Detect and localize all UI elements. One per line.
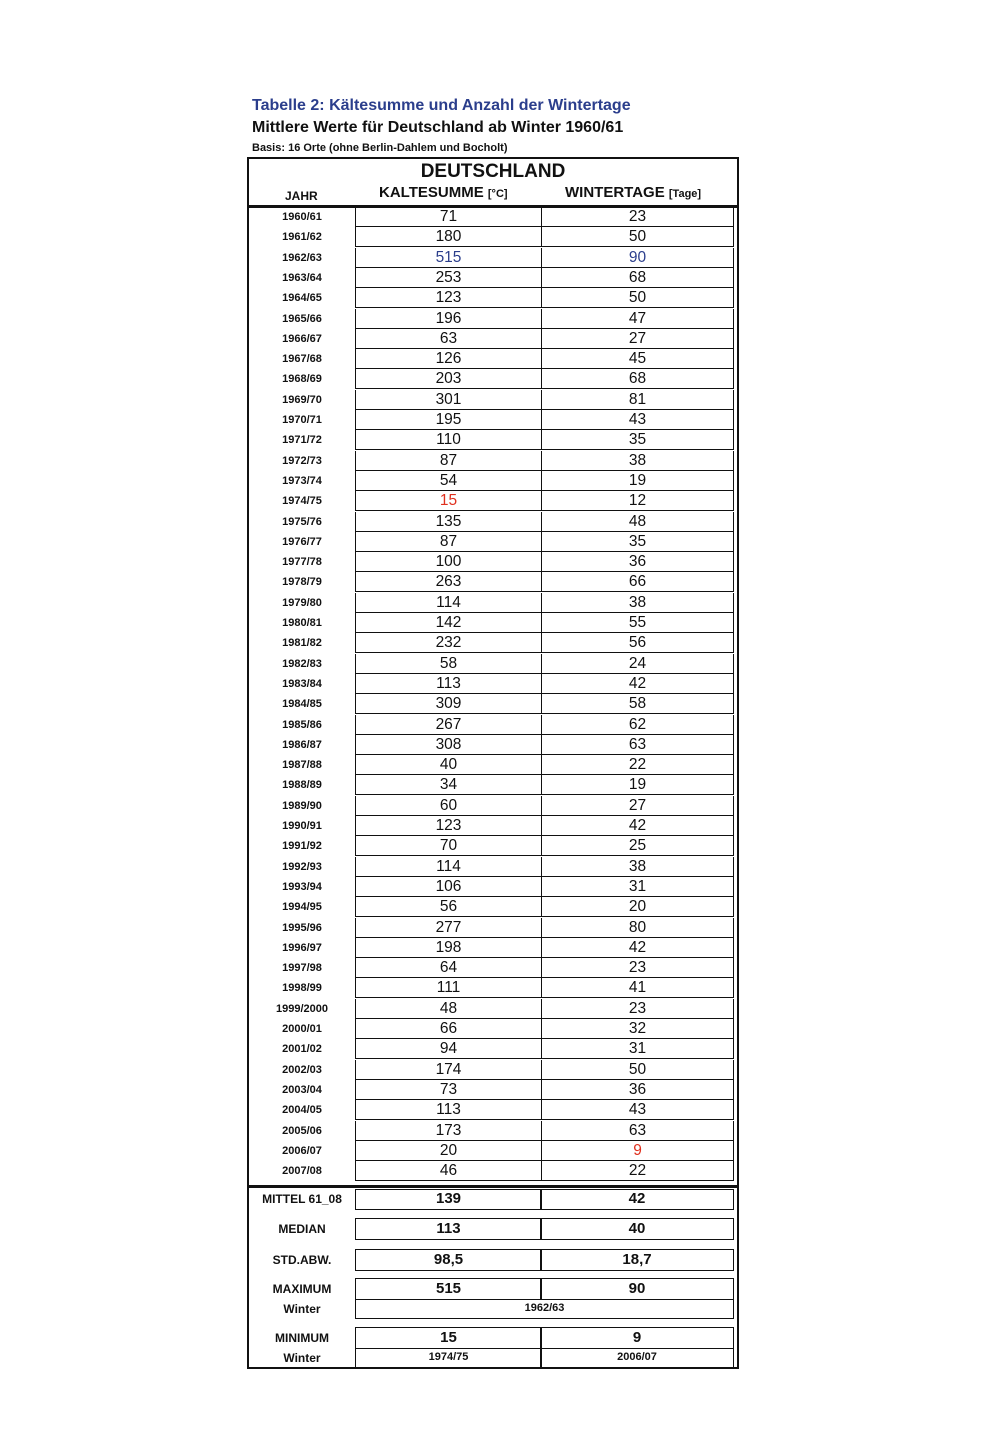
row-kaltesumme: 301 [355, 390, 542, 410]
stat-mittel-kalte: 139 [355, 1189, 542, 1210]
table-row [249, 309, 737, 329]
row-wintertage: 58 [542, 694, 734, 714]
stat-maximum-winter-year: 1962/63 [355, 1299, 734, 1319]
table-row [249, 410, 737, 430]
row-kaltesumme: 73 [355, 1080, 542, 1100]
stat-std-kalte: 98,5 [355, 1249, 542, 1271]
row-year: 1966/67 [282, 332, 322, 345]
table-row [249, 918, 737, 938]
row-year: 1971/72 [282, 434, 322, 447]
row-kaltesumme: 180 [355, 227, 542, 247]
row-wintertage: 43 [542, 1100, 734, 1120]
row-kaltesumme: 123 [355, 288, 542, 308]
row-kaltesumme: 114 [355, 857, 542, 877]
row-wintertage: 63 [542, 735, 734, 755]
table-row [249, 369, 737, 389]
stat-median-winter: 40 [540, 1218, 734, 1240]
row-wintertage: 35 [542, 532, 734, 552]
row-kaltesumme: 113 [355, 1100, 542, 1120]
row-year: 1981/82 [282, 637, 322, 650]
row-year: 1975/76 [282, 515, 322, 528]
row-kaltesumme: 195 [355, 410, 542, 430]
table-row [249, 836, 737, 856]
table-row [249, 633, 737, 653]
row-wintertage: 27 [542, 796, 734, 816]
row-year: 2004/05 [282, 1104, 322, 1117]
row-year: 1969/70 [282, 393, 322, 406]
row-kaltesumme: 277 [355, 918, 542, 938]
row-kaltesumme: 309 [355, 694, 542, 714]
row-wintertage: 23 [542, 999, 734, 1019]
row-year: 1974/75 [282, 495, 322, 508]
table-row [249, 491, 737, 511]
stat-label-maximum-winter: Winter [283, 1302, 321, 1316]
table-row [249, 938, 737, 958]
row-wintertage: 63 [542, 1121, 734, 1141]
row-year: 1991/92 [282, 840, 322, 853]
row-wintertage: 32 [542, 1019, 734, 1039]
table-row [249, 674, 737, 694]
row-wintertage: 12 [542, 491, 734, 511]
row-wintertage: 45 [542, 349, 734, 369]
stat-label-median: MEDIAN [278, 1222, 326, 1236]
row-year: 1986/87 [282, 738, 322, 751]
row-year: 1965/66 [282, 312, 322, 325]
row-year: 2001/02 [282, 1043, 322, 1056]
row-wintertage: 50 [542, 1060, 734, 1080]
row-wintertage: 50 [542, 288, 734, 308]
row-kaltesumme: 63 [355, 329, 542, 349]
row-kaltesumme: 173 [355, 1121, 542, 1141]
table-row [249, 775, 737, 795]
stat-label-std: STD.ABW. [272, 1253, 332, 1267]
table-row [249, 958, 737, 978]
row-year: 2000/01 [282, 1023, 322, 1035]
row-year: 1964/65 [282, 292, 322, 305]
stat-minimum-winter-year: 2006/07 [540, 1348, 734, 1368]
row-year: 1985/86 [282, 718, 322, 731]
row-year: 1977/78 [282, 556, 322, 569]
table-row [249, 471, 737, 491]
column-header-winter [565, 184, 701, 201]
row-wintertage: 62 [542, 715, 734, 735]
column-header-year: JAHR [285, 189, 318, 203]
row-kaltesumme: 263 [355, 572, 542, 592]
stat-median-kalte: 113 [355, 1218, 542, 1240]
row-wintertage: 90 [542, 248, 734, 268]
row-year: 1968/69 [282, 373, 322, 386]
row-wintertage: 80 [542, 918, 734, 938]
row-kaltesumme: 123 [355, 816, 542, 836]
row-wintertage: 42 [542, 674, 734, 694]
column-header-winter-unit: [Tage] [668, 188, 702, 200]
table-row [249, 390, 737, 410]
table-row [249, 694, 737, 714]
table-row [249, 857, 737, 877]
row-kaltesumme: 46 [355, 1161, 542, 1181]
row-year: 1963/64 [282, 271, 322, 284]
row-kaltesumme: 308 [355, 735, 542, 755]
row-wintertage: 31 [542, 877, 734, 897]
stat-maximum-winter: 90 [540, 1278, 734, 1300]
row-wintertage: 68 [542, 369, 734, 389]
row-kaltesumme: 203 [355, 369, 542, 389]
table-title: Tabelle 2: Kältesumme und Anzahl der Wintertage [252, 97, 631, 114]
row-kaltesumme: 15 [355, 491, 542, 511]
row-kaltesumme: 40 [355, 755, 542, 775]
table-row [249, 227, 737, 247]
row-wintertage: 47 [542, 309, 734, 329]
row-wintertage: 50 [542, 227, 734, 247]
row-kaltesumme: 232 [355, 633, 542, 653]
row-kaltesumme: 174 [355, 1060, 542, 1080]
row-year: 1973/74 [282, 474, 322, 487]
row-kaltesumme: 253 [355, 268, 542, 288]
table-row [249, 816, 737, 836]
row-year: 1996/97 [282, 941, 322, 954]
row-kaltesumme: 106 [355, 877, 542, 897]
table-row [249, 999, 737, 1019]
row-year: 1970/71 [282, 414, 322, 426]
table-row [249, 288, 737, 308]
row-wintertage: 24 [542, 654, 734, 674]
row-wintertage: 38 [542, 593, 734, 613]
row-kaltesumme: 54 [355, 471, 542, 491]
row-year: 1982/83 [282, 657, 322, 670]
row-wintertage: 35 [542, 430, 734, 450]
row-year: 1984/85 [282, 698, 322, 711]
row-year: 1967/68 [282, 353, 322, 366]
row-wintertage: 23 [542, 207, 734, 227]
row-wintertage: 38 [542, 451, 734, 471]
row-kaltesumme: 20 [355, 1141, 542, 1161]
row-kaltesumme: 58 [355, 654, 542, 674]
row-wintertage: 42 [542, 816, 734, 836]
table-row [249, 207, 737, 227]
stat-maximum-kalte: 515 [355, 1278, 542, 1300]
row-year: 1980/81 [282, 617, 322, 629]
table-row [249, 248, 737, 268]
stat-mittel-winter: 42 [540, 1189, 734, 1210]
row-wintertage: 22 [542, 1161, 734, 1181]
row-wintertage: 31 [542, 1039, 734, 1059]
row-kaltesumme: 70 [355, 836, 542, 856]
row-kaltesumme: 267 [355, 715, 542, 735]
row-kaltesumme: 56 [355, 897, 542, 917]
row-year: 1978/79 [282, 576, 322, 589]
row-wintertage: 81 [542, 390, 734, 410]
table-row [249, 268, 737, 288]
row-wintertage: 20 [542, 897, 734, 917]
row-kaltesumme: 94 [355, 1039, 542, 1059]
row-year: 2007/08 [282, 1165, 322, 1178]
table-row [249, 329, 737, 349]
row-kaltesumme: 111 [355, 978, 542, 998]
row-year: 1972/73 [282, 454, 322, 467]
table-row [249, 877, 737, 897]
row-kaltesumme: 100 [355, 552, 542, 572]
row-kaltesumme: 60 [355, 796, 542, 816]
row-wintertage: 19 [542, 775, 734, 795]
row-wintertage: 22 [542, 755, 734, 775]
row-year: 1999/2000 [276, 1002, 328, 1015]
column-header-kalte-label: KALTESUMME [379, 184, 484, 201]
row-year: 1976/77 [282, 535, 322, 548]
table-basis-note: Basis: 16 Orte (ohne Berlin-Dahlem und Bocholt) [252, 142, 508, 154]
row-kaltesumme: 66 [355, 1019, 542, 1039]
row-year: 1989/90 [282, 799, 322, 812]
row-kaltesumme: 114 [355, 593, 542, 613]
row-wintertage: 68 [542, 268, 734, 288]
data-table [247, 157, 739, 1369]
stat-label-minimum: MINIMUM [275, 1331, 329, 1345]
row-wintertage: 48 [542, 512, 734, 532]
row-wintertage: 55 [542, 613, 734, 633]
table-row [249, 654, 737, 674]
row-kaltesumme: 87 [355, 451, 542, 471]
row-wintertage: 36 [542, 552, 734, 572]
row-kaltesumme: 34 [355, 775, 542, 795]
row-year: 1995/96 [282, 921, 322, 934]
stat-minimum-winter: 9 [540, 1327, 734, 1349]
row-kaltesumme: 113 [355, 674, 542, 694]
table-row [249, 735, 737, 755]
row-kaltesumme: 142 [355, 613, 542, 633]
row-kaltesumme: 515 [355, 248, 542, 268]
table-row [249, 897, 737, 917]
row-wintertage: 38 [542, 857, 734, 877]
row-wintertage: 25 [542, 836, 734, 856]
row-kaltesumme: 87 [355, 532, 542, 552]
table-row [249, 978, 737, 998]
row-kaltesumme: 64 [355, 958, 542, 978]
table-row [249, 1161, 737, 1181]
row-wintertage: 9 [542, 1141, 734, 1161]
row-wintertage: 56 [542, 633, 734, 653]
table-row [249, 1100, 737, 1120]
row-kaltesumme: 196 [355, 309, 542, 329]
row-year: 1987/88 [282, 759, 322, 772]
row-year: 2003/04 [282, 1083, 322, 1096]
table-row [249, 1121, 737, 1141]
stat-label-maximum: MAXIMUM [272, 1282, 332, 1296]
row-wintertage: 27 [542, 329, 734, 349]
row-wintertage: 43 [542, 410, 734, 430]
table-row [249, 1060, 737, 1080]
table-row [249, 715, 737, 735]
column-header-kalte [379, 184, 508, 201]
row-year: 1992/93 [282, 860, 322, 873]
table-row [249, 593, 737, 613]
row-year: 2005/06 [282, 1124, 322, 1137]
table-row [249, 451, 737, 471]
table-subtitle: Mittlere Werte für Deutschland ab Winter 1960/61 [252, 119, 624, 136]
table-row [249, 1141, 737, 1161]
row-year: 1960/61 [282, 211, 322, 223]
row-wintertage: 36 [542, 1080, 734, 1100]
row-kaltesumme: 135 [355, 512, 542, 532]
row-kaltesumme: 48 [355, 999, 542, 1019]
table-row [249, 755, 737, 775]
row-year: 1983/84 [282, 677, 322, 690]
row-wintertage: 19 [542, 471, 734, 491]
table-row [249, 349, 737, 369]
row-wintertage: 23 [542, 958, 734, 978]
table-row [249, 613, 737, 633]
row-year: 1990/91 [282, 820, 322, 832]
table-row [249, 1039, 737, 1059]
region-header: DEUTSCHLAND [420, 161, 566, 182]
row-year: 2006/07 [282, 1144, 322, 1157]
stat-minimum-kalte: 15 [355, 1327, 542, 1349]
row-kaltesumme: 126 [355, 349, 542, 369]
table-row [249, 512, 737, 532]
stat-minimum-kalte-year: 1974/75 [355, 1348, 542, 1368]
table-row [249, 796, 737, 816]
table-row [249, 532, 737, 552]
row-wintertage: 42 [542, 938, 734, 958]
row-year: 1994/95 [282, 901, 322, 914]
row-kaltesumme: 198 [355, 938, 542, 958]
row-year: 1993/94 [282, 880, 322, 893]
table-row [249, 1080, 737, 1100]
table-row [249, 1019, 737, 1039]
row-wintertage: 66 [542, 572, 734, 592]
row-year: 1961/62 [282, 231, 322, 244]
stat-label-mittel: MITTEL 61_08 [262, 1192, 342, 1206]
column-header-kalte-unit: [°C] [487, 188, 508, 200]
table-row [249, 430, 737, 450]
row-kaltesumme: 71 [355, 207, 542, 227]
row-kaltesumme: 110 [355, 430, 542, 450]
row-year: 1997/98 [282, 962, 322, 975]
row-year: 1988/89 [282, 779, 322, 792]
stat-label-minimum-winter: Winter [283, 1351, 321, 1365]
stat-std-winter: 18,7 [540, 1249, 734, 1271]
row-year: 1998/99 [282, 982, 322, 995]
row-year: 1962/63 [282, 251, 322, 264]
stats-divider [249, 1185, 737, 1188]
row-year: 2002/03 [282, 1063, 322, 1076]
row-wintertage: 41 [542, 978, 734, 998]
table-row [249, 572, 737, 592]
column-header-winter-label: WINTERTAGE [565, 184, 665, 201]
table-row [249, 552, 737, 572]
row-year: 1979/80 [282, 596, 322, 609]
